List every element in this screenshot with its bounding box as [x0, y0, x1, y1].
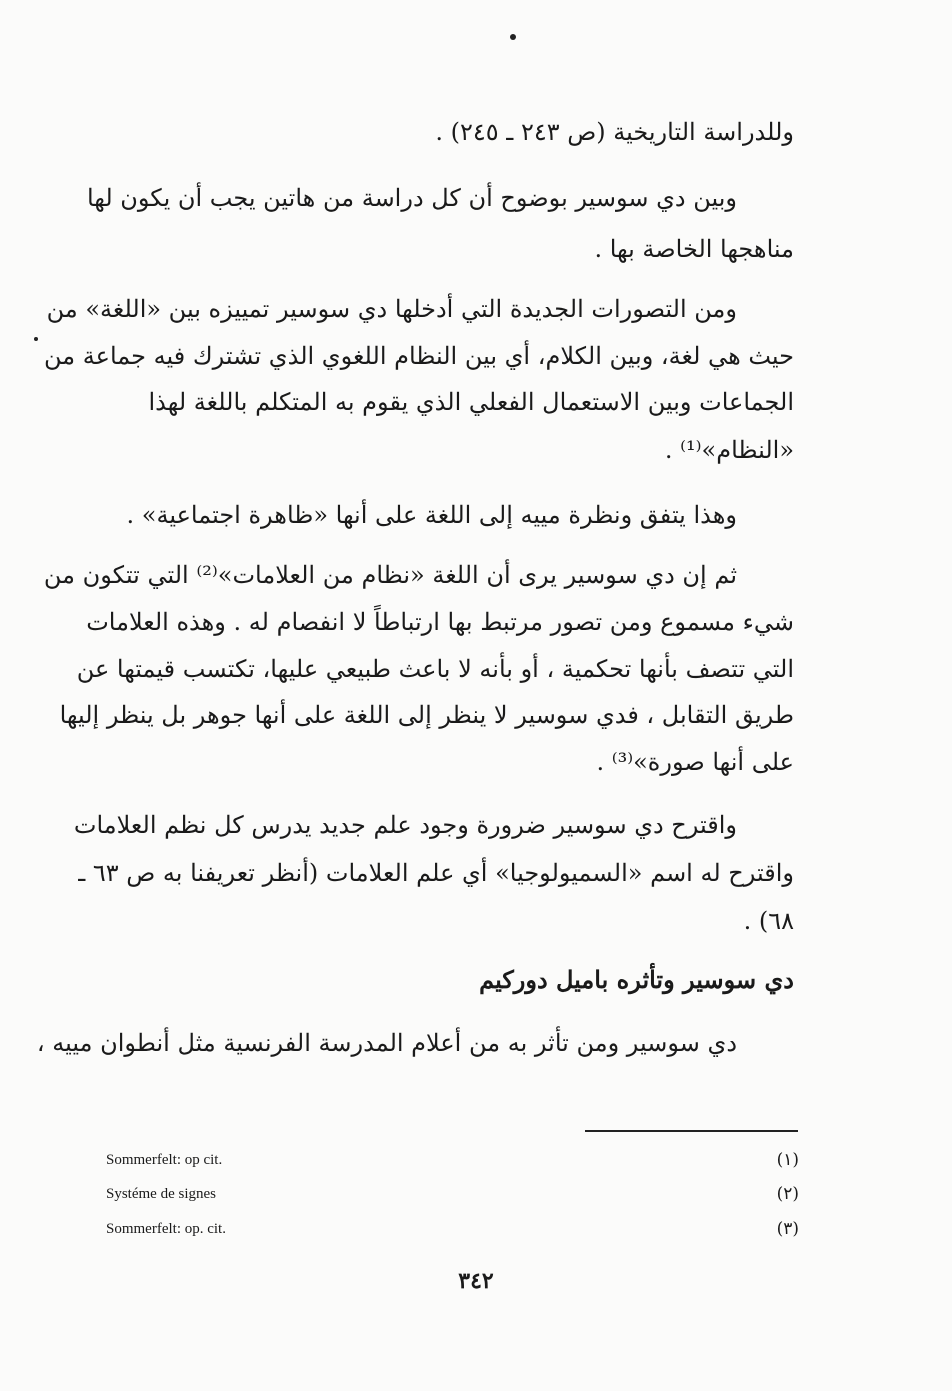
page-speck [34, 337, 38, 341]
body-line: على أنها صورة»⁽³⁾ . [596, 748, 794, 776]
body-line: ومن التصورات الجديدة التي أدخلها دي سوسير تمييزه بين «اللغة» من [46, 295, 737, 323]
body-line: شيء مسموع ومن تصور مرتبط بها ارتباطاً لا انفصام له . وهذه العلامات [86, 608, 794, 636]
body-line: وهذا يتفق ونظرة مييه إلى اللغة على أنها «ظاهرة اجتماعية» . [126, 501, 737, 529]
page-speck [510, 34, 516, 40]
body-line: «النظام»⁽¹⁾ . [664, 436, 794, 464]
body-line: واقترح دي سوسير ضرورة وجود علم جديد يدرس كل نظم العلامات [73, 811, 737, 839]
footnote-source: Sommerfelt: op. cit. [106, 1221, 226, 1237]
page-number: ٣٤٢ [458, 1268, 494, 1294]
footnote-number: (١) [776, 1150, 799, 1170]
body-line: طريق التقابل ، فدي سوسير لا ينظر إلى اللغة على أنها جوهر بل ينظر إليها [59, 701, 794, 729]
body-line: ٦٨) . [743, 907, 794, 935]
footnote-separator [585, 1130, 798, 1132]
footnote-number: (٢) [776, 1184, 799, 1204]
footnote [106, 1219, 799, 1243]
body-line: التي تتصف بأنها تحكمية ، أو بأنه لا باعث طبيعي عليها، تكتسب قيمتها عن [76, 655, 794, 683]
footnote-number: (٣) [776, 1219, 799, 1239]
footnote-source: Sommerfelt: op cit. [106, 1152, 223, 1168]
body-line: وللدراسة التاريخية (ص ٢٤٣ ـ ٢٤٥) . [435, 118, 794, 146]
footnote-source: Systéme de signes [106, 1186, 216, 1202]
section-heading: دي سوسير وتأثره باميل دوركيم [479, 965, 794, 994]
body-line: دي سوسير ومن تأثر به من أعلام المدرسة الفرنسية مثل أنطوان مييه ، [36, 1029, 737, 1057]
body-line: وبين دي سوسير بوضوح أن كل دراسة من هاتين يجب أن يكون لها [86, 184, 737, 212]
footnote [106, 1184, 799, 1208]
body-line: واقترح له اسم «السميولوجيا» أي علم العلامات (أنظر تعريفنا به ص ٦٣ ـ [78, 859, 794, 887]
body-line: مناهجها الخاصة بها . [594, 235, 794, 263]
body-line: ثم إن دي سوسير يرى أن اللغة «نظام من العلامات»⁽²⁾ التي تتكون من [43, 561, 737, 589]
footnote [106, 1150, 799, 1174]
body-line: حيث هي لغة، وبين الكلام، أي بين النظام اللغوي الذي تشترك فيه جماعة من [44, 342, 794, 370]
body-line: الجماعات وبين الاستعمال الفعلي الذي يقوم به المتكلم باللغة لهذا [148, 388, 794, 416]
